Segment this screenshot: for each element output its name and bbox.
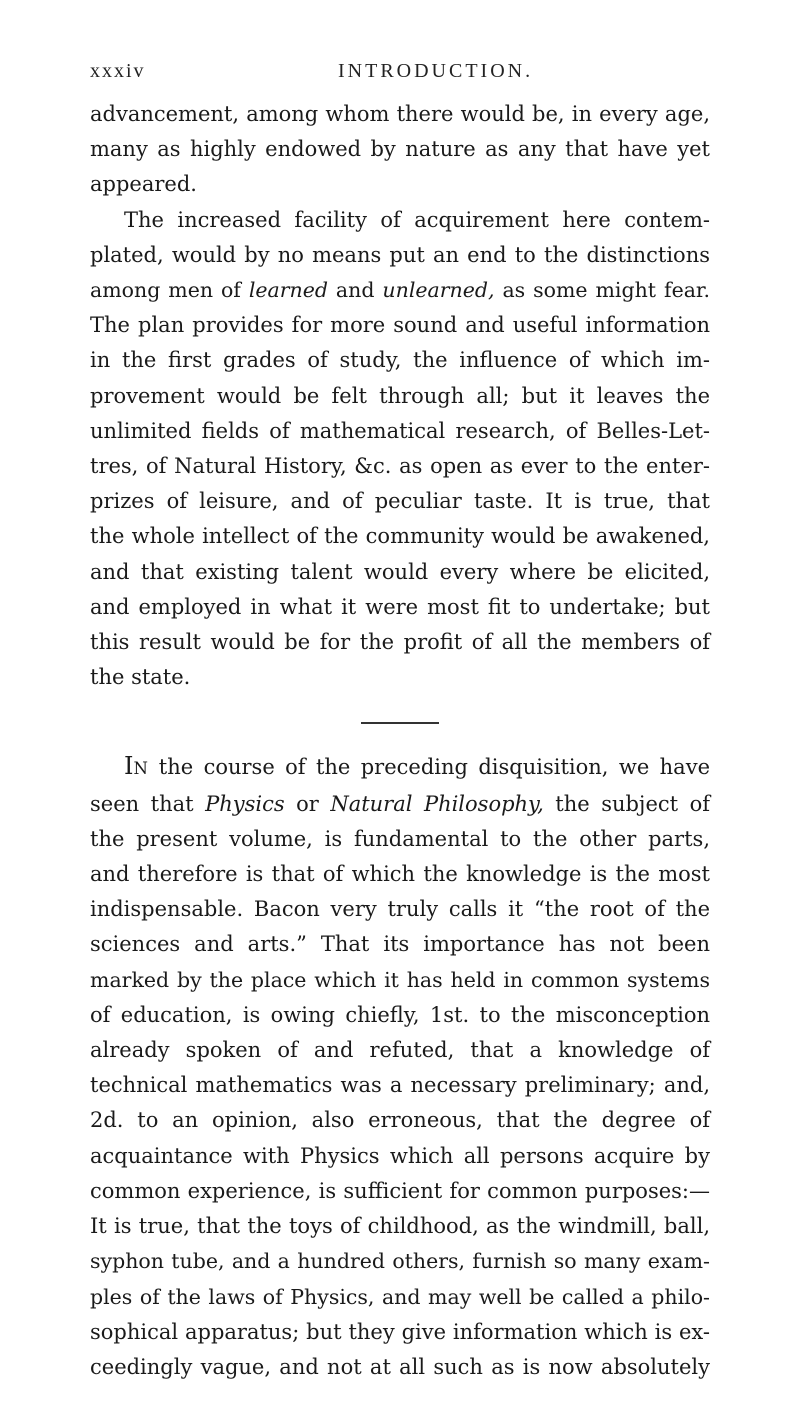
text-line: already spoken of and refuted, that a knowledge of: [90, 1038, 710, 1063]
text-line: [90, 787, 710, 822]
text-line: prizes of leisure, and of peculiar taste. It is true, that: [90, 489, 710, 514]
text-line: marked by the place which it has held in common systems: [90, 967, 710, 992]
text-line: provement would be felt through all; but it leaves the: [90, 383, 710, 408]
text-line: this result would be for the profit of all the members of: [90, 630, 710, 655]
text-line: in the first grades of study, the influence of which im-: [90, 348, 710, 373]
emphasis-natural-philosophy: Natural Philosophy,: [330, 791, 544, 816]
text-line: unlimited fields of mathematical research, of Belles-Let-: [90, 418, 710, 443]
text-line: [90, 749, 710, 786]
initial-letter: I: [124, 752, 134, 781]
text-segment: seen that: [90, 791, 206, 816]
text-line: technical mathematics was a necessary preliminary; and,: [90, 1073, 710, 1098]
text-line: tres, of Natural History, &c. as open as ever to the enter-: [90, 454, 710, 479]
text-line: the state.: [90, 665, 191, 690]
page-number: xxxiv: [90, 60, 146, 82]
text-line: plated, would by no means put an end to the distinctions: [90, 242, 710, 267]
text-line: and that existing talent would every where be elicited,: [90, 559, 710, 584]
text-segment: the course of the preceding disquisition, we have: [148, 755, 710, 780]
text-segment: the subject of: [543, 791, 710, 816]
text-line: The increased facility of acquirement here contem-: [124, 207, 710, 232]
emphasis-physics: Physics: [205, 791, 285, 816]
running-title: INTRODUCTION.: [338, 60, 534, 82]
text-line: indispensable. Bacon very truly calls it “the root of the: [90, 897, 710, 922]
text-line: many as highly endowed by nature as any that have yet: [90, 137, 710, 162]
text-line: It is true, that the toys of childhood, as the windmill, ball,: [90, 1214, 710, 1239]
small-caps-letter: N: [133, 759, 149, 779]
body-text: [90, 97, 710, 1385]
text-line: the whole intellect of the community would be awakened,: [90, 524, 710, 549]
text-line: of education, is owing chiefly, 1st. to the misconception: [90, 1002, 710, 1027]
text-segment: as some might fear.: [494, 278, 710, 303]
text-line: ceedingly vague, and not at all such as is now absolutely: [90, 1354, 710, 1379]
text-line: syphon tube, and a hundred others, furnish so many exam-: [90, 1249, 710, 1274]
text-segment: and: [328, 278, 383, 303]
text-line: common experience, is sufficient for common purposes:—: [90, 1178, 710, 1203]
text-line: acquaintance with Physics which all persons acquire by: [90, 1143, 710, 1168]
text-line: and therefore is that of which the knowledge is the most: [90, 862, 710, 887]
text-line: sciences and arts.” That its importance has not been: [90, 932, 710, 957]
emphasis-learned: learned: [248, 278, 328, 303]
text-line: sophical apparatus; but they give information which is ex-: [90, 1319, 710, 1344]
section-divider: [361, 722, 439, 724]
emphasis-unlearned: unlearned,: [382, 278, 495, 303]
text-line: 2d. to an opinion, also erroneous, that the degree of: [90, 1108, 710, 1133]
text-line: ples of the laws of Physics, and may well be called a philo-: [90, 1284, 710, 1309]
text-line: advancement, among whom there would be, in every age,: [90, 102, 710, 126]
text-segment: or: [284, 791, 331, 816]
text-line: The plan provides for more sound and useful information: [90, 313, 710, 338]
text-line: appeared.: [90, 172, 197, 197]
text-line: [90, 273, 710, 308]
text-line: and employed in what it were most fit to undertake; but: [90, 594, 710, 619]
text-line: the present volume, is fundamental to the other parts,: [90, 826, 710, 851]
text-segment: among men of: [90, 278, 249, 303]
